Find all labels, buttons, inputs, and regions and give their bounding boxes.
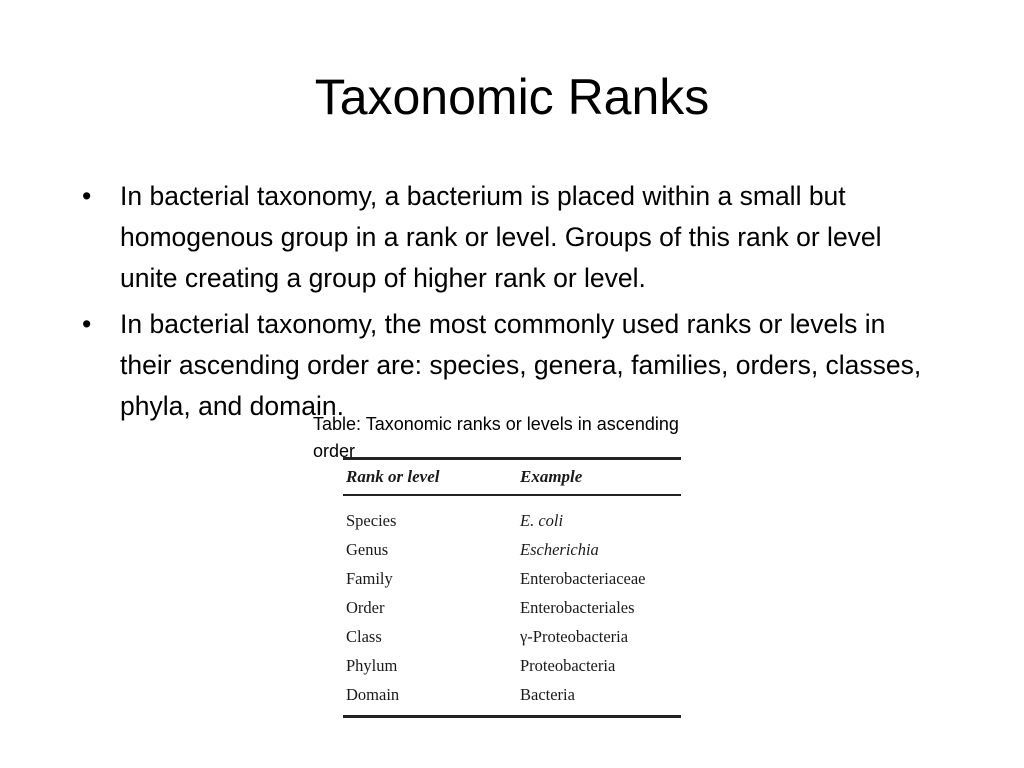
table-row	[343, 506, 681, 535]
header-example: Example	[520, 467, 583, 486]
cell-rank: Genus	[346, 539, 389, 559]
cell-rank: Domain	[346, 684, 400, 704]
slide-title: Taxonomic Ranks	[314, 69, 710, 125]
bullet-list	[82, 176, 942, 432]
header-rank: Rank or level	[346, 467, 440, 486]
cell-example: E. coli	[520, 510, 564, 530]
table-row	[343, 680, 681, 709]
cell-example: γ-Proteobacteria	[520, 626, 629, 646]
cell-example: Enterobacteriaceae	[520, 568, 646, 588]
bullet-text: In bacterial taxonomy, the most commonly used ranks or levels in their ascending order are: species, genera, families, orders, classes, phyla, and domain.	[120, 309, 922, 421]
table-row	[343, 535, 681, 564]
cell-example: Bacteria	[520, 684, 575, 704]
table-row	[343, 564, 681, 593]
bullet-item	[82, 176, 942, 299]
table-header-row	[343, 460, 681, 494]
cell-rank: Phylum	[346, 655, 398, 675]
table-body	[343, 496, 681, 715]
cell-rank: Class	[346, 626, 382, 646]
cell-rank: Order	[346, 597, 385, 617]
table-bottom-rule	[343, 715, 681, 718]
table-caption: Table: Taxonomic ranks or levels in ascending order	[313, 414, 679, 461]
bullet-marker: •	[82, 181, 92, 211]
cell-example: Escherichia	[520, 539, 599, 559]
cell-example: Enterobacteriales	[520, 597, 635, 617]
cell-rank: Family	[346, 568, 393, 588]
bullet-text: In bacterial taxonomy, a bacterium is placed within a small but homogenous group in a rank or level. Groups of this rank or level unite creating a group of higher rank or level.	[120, 181, 882, 293]
bullet-item	[82, 304, 942, 427]
table-row	[343, 622, 681, 651]
table-row	[343, 593, 681, 622]
cell-rank: Species	[346, 510, 397, 530]
taxonomy-table	[343, 457, 681, 718]
table-row	[343, 651, 681, 680]
cell-example: Proteobacteria	[520, 655, 616, 675]
bullet-marker: •	[82, 309, 92, 339]
